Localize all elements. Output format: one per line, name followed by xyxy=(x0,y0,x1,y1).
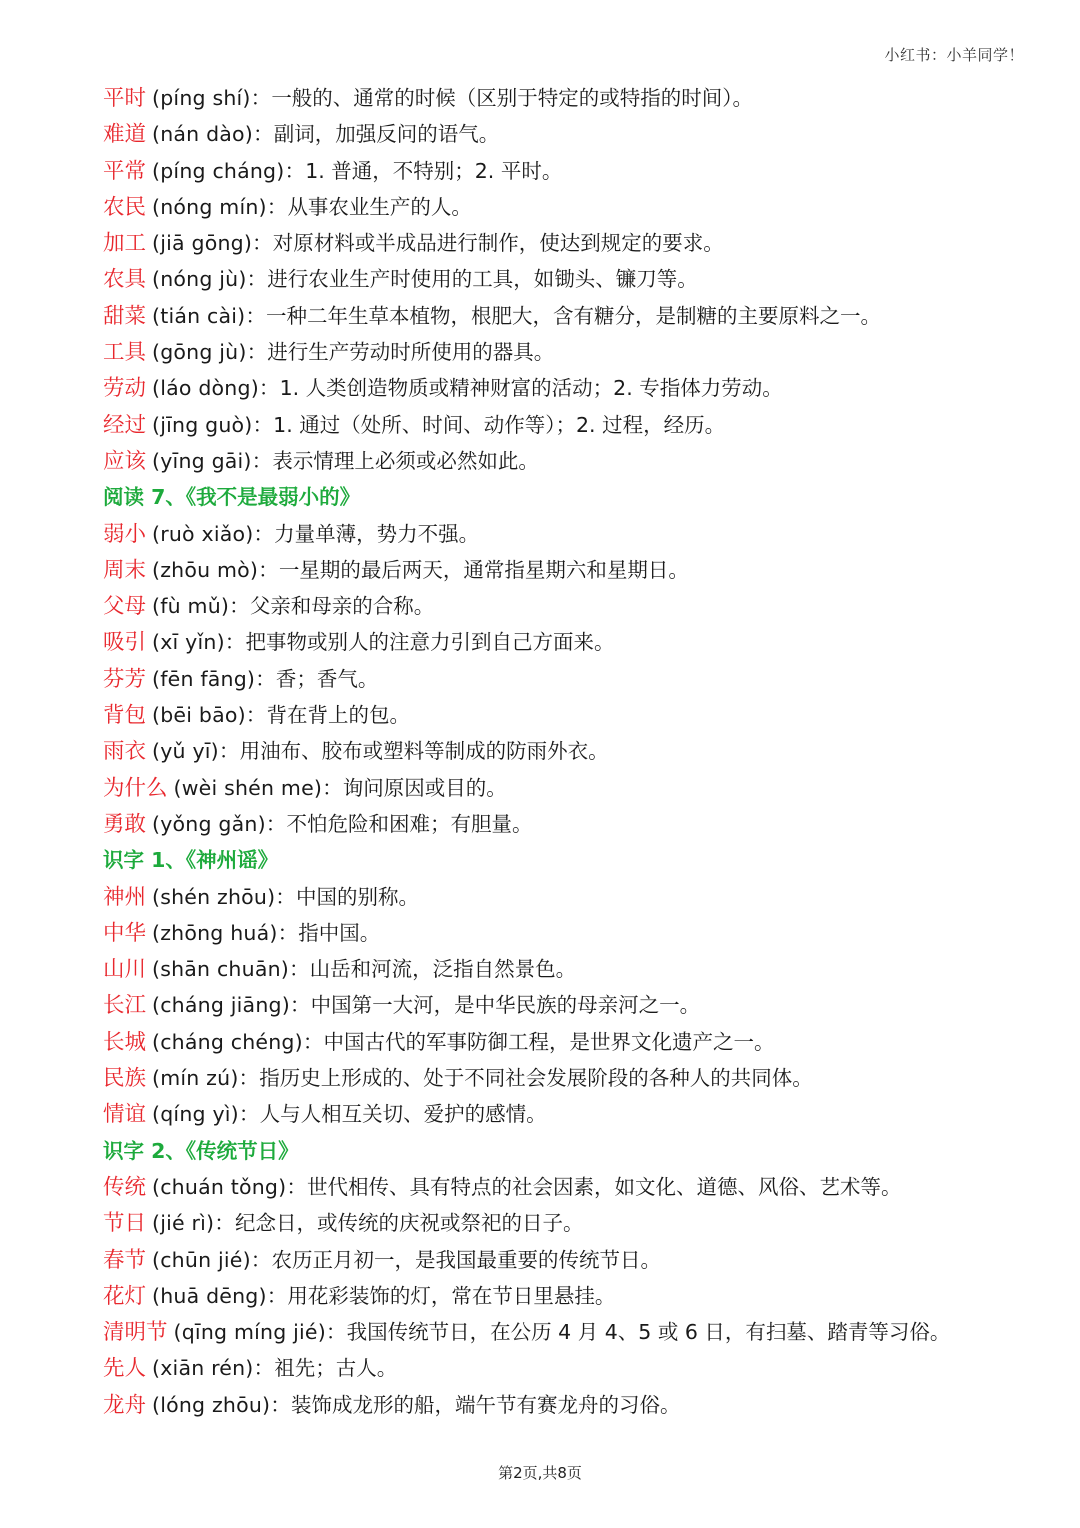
entry-definition: 祖先；古人。 xyxy=(274,1356,398,1381)
entry-term: 节日 xyxy=(103,1211,147,1237)
vocabulary-entry xyxy=(103,407,1053,443)
section-heading xyxy=(103,1133,1053,1169)
vocabulary-entry xyxy=(103,879,1053,915)
entry-term: 平时 xyxy=(103,86,147,111)
entry-pinyin: (mín zú)： xyxy=(152,1066,260,1091)
entry-definition: 一般的、通常的时候（区别于特定的或特指的时间）。 xyxy=(271,86,754,110)
entry-definition: 背在背上的包。 xyxy=(266,703,410,728)
entry-pinyin: (jīng guò)： xyxy=(152,412,274,437)
vocabulary-entry xyxy=(103,951,1053,987)
entry-term: 花灯 xyxy=(103,1283,147,1309)
entry-pinyin: (chuán tǒng)： xyxy=(152,1174,308,1199)
vocabulary-entry xyxy=(103,1169,1053,1205)
entry-term: 劳动 xyxy=(103,376,147,402)
entry-definition: 香；香气。 xyxy=(275,666,379,691)
entry-pinyin: (zhōng huá)： xyxy=(152,920,299,945)
entry-definition: 父亲和母亲的合称。 xyxy=(249,594,435,619)
vocabulary-entry xyxy=(103,80,1053,116)
entry-pinyin: (nóng mín)： xyxy=(152,194,288,219)
vocabulary-entry xyxy=(103,1314,1053,1350)
entry-definition: 一种二年生草本植物，根肥大，含有糖分，是制糖的主要原料之一。 xyxy=(266,303,882,328)
vocabulary-entry xyxy=(103,624,1053,660)
entry-pinyin: (tián cài)： xyxy=(152,303,267,328)
vocabulary-entry xyxy=(103,334,1053,370)
entry-definition: 副词，加强反问的语气。 xyxy=(273,122,500,147)
vocabulary-entry xyxy=(103,1387,1053,1423)
entry-definition: 1. 通过（处所、时间、动作等）；2. 过程，经历。 xyxy=(273,412,726,437)
entry-pinyin: (xī yǐn)： xyxy=(152,630,246,655)
entry-term: 甜菜 xyxy=(103,303,147,329)
entry-definition: 表示情理上必须或必然如此。 xyxy=(272,448,539,473)
entry-definition: 询问原因或目的。 xyxy=(342,775,507,800)
entry-term: 长城 xyxy=(103,1029,147,1055)
entry-pinyin: (yǔ yī)： xyxy=(152,739,240,764)
entry-pinyin: (píng shí)： xyxy=(152,86,272,110)
watermark: 小红书：小羊同学！ xyxy=(884,46,1024,64)
entry-term: 传统 xyxy=(103,1174,147,1200)
entry-pinyin: (qíng yì)： xyxy=(152,1102,260,1127)
entry-term: 清明节 xyxy=(103,1320,168,1346)
entry-pinyin: (jié rì)： xyxy=(152,1211,235,1236)
entry-definition: 把事物或别人的注意力引到自己方面来。 xyxy=(245,630,615,655)
entry-term: 芬芳 xyxy=(103,666,147,692)
entry-pinyin: (bēi bāo)： xyxy=(152,703,267,728)
entry-term: 应该 xyxy=(103,448,147,474)
vocabulary-entry xyxy=(103,697,1053,733)
entry-pinyin: (xiān rén)： xyxy=(152,1356,275,1381)
entry-term: 长江 xyxy=(103,993,147,1019)
entry-definition: 用油布、胶布或塑料等制成的防雨外衣。 xyxy=(239,739,609,764)
entry-pinyin: (gōng jù)： xyxy=(152,340,268,365)
entry-term: 背包 xyxy=(103,703,147,729)
vocabulary-entry xyxy=(103,116,1053,152)
entry-pinyin: (qīng míng jié)： xyxy=(173,1320,347,1345)
vocabulary-entry xyxy=(103,552,1053,588)
entry-term: 龙舟 xyxy=(103,1392,147,1418)
section-heading xyxy=(103,842,1053,878)
entry-definition: 1. 人类创造物质或精神财富的活动；2. 专指体力劳动。 xyxy=(279,376,783,401)
entry-term: 先人 xyxy=(103,1356,147,1382)
entry-pinyin: (fēn fāng)： xyxy=(152,666,276,691)
entry-definition: 纪念日，或传统的庆祝或祭祀的日子。 xyxy=(234,1211,584,1236)
entry-definition: 世代相传、具有特点的社会因素，如文化、道德、风俗、艺术等。 xyxy=(307,1174,902,1199)
entry-pinyin: (shān chuān)： xyxy=(152,957,310,982)
entry-pinyin: (fù mǔ)： xyxy=(152,594,250,619)
entry-term: 民族 xyxy=(103,1066,147,1092)
entry-definition: 从事农业生产的人。 xyxy=(287,194,472,219)
entry-term: 吸引 xyxy=(103,630,147,656)
entry-term: 勇敢 xyxy=(103,811,147,837)
entry-term: 平常 xyxy=(103,158,147,184)
entry-pinyin: (jiā gōng)： xyxy=(152,231,273,256)
entry-pinyin: (yǒng gǎn)： xyxy=(152,811,287,836)
entry-definition: 我国传统节日，在公历 4 月 4、5 或 6 日，有扫墓、踏青等习俗。 xyxy=(346,1320,951,1345)
entry-definition: 中国的别称。 xyxy=(296,884,419,909)
vocabulary-entry xyxy=(103,261,1053,297)
entry-term: 中华 xyxy=(103,920,147,946)
entry-pinyin: (chūn jié)： xyxy=(152,1247,272,1272)
entry-definition: 1. 普通，不特别；2. 平时。 xyxy=(305,158,563,183)
entry-pinyin: (wèi shén me)： xyxy=(173,775,343,800)
entry-pinyin: (huā dēng)： xyxy=(152,1283,288,1308)
entry-term: 经过 xyxy=(103,412,147,438)
page-number: 第2页,共8页 xyxy=(498,1464,582,1482)
vocabulary-entry xyxy=(103,1242,1053,1278)
vocabulary-entry xyxy=(103,661,1053,697)
section-heading-text: 阅读 7、《我不是最弱小的》 xyxy=(103,485,361,510)
vocabulary-entry xyxy=(103,915,1053,951)
entry-pinyin: (cháng chéng)： xyxy=(152,1029,324,1054)
entry-term: 春节 xyxy=(103,1247,147,1273)
entry-term: 父母 xyxy=(103,594,147,620)
entry-pinyin: (yīng gāi)： xyxy=(152,448,273,473)
entry-pinyin: (nóng jù)： xyxy=(152,267,268,292)
entry-term: 周末 xyxy=(103,557,147,583)
vocabulary-list xyxy=(103,80,1053,1423)
entry-definition: 不怕危险和困难；有胆量。 xyxy=(286,811,533,836)
vocabulary-entry xyxy=(103,770,1053,806)
entry-definition: 指历史上形成的、处于不同社会发展阶段的各种人的共同体。 xyxy=(259,1066,813,1091)
vocabulary-entry xyxy=(103,1350,1053,1386)
entry-term: 山川 xyxy=(103,957,147,983)
vocabulary-entry xyxy=(103,443,1053,479)
vocabulary-entry xyxy=(103,225,1053,261)
entry-definition: 装饰成龙形的船，端午节有赛龙舟的习俗。 xyxy=(290,1392,681,1417)
entry-term: 工具 xyxy=(103,340,147,366)
entry-definition: 中国古代的军事防御工程，是世界文化遗产之一。 xyxy=(323,1029,775,1054)
vocabulary-entry xyxy=(103,1205,1053,1241)
section-heading-text: 识字 1、《神州谣》 xyxy=(103,848,279,873)
entry-pinyin: (láo dòng)： xyxy=(152,376,280,401)
entry-term: 农具 xyxy=(103,267,147,293)
entry-pinyin: (píng cháng)： xyxy=(152,158,306,183)
entry-definition: 进行生产劳动时所使用的器具。 xyxy=(267,340,555,365)
entry-term: 农民 xyxy=(103,194,147,220)
vocabulary-entry xyxy=(103,806,1053,842)
entry-definition: 力量单薄，势力不强。 xyxy=(274,521,480,546)
section-heading-text: 识字 2、《传统节日》 xyxy=(103,1138,299,1163)
entry-pinyin: (cháng jiāng)： xyxy=(152,993,311,1018)
vocabulary-entry xyxy=(103,298,1053,334)
entry-term: 雨衣 xyxy=(103,739,147,765)
vocabulary-entry xyxy=(103,1278,1053,1314)
entry-pinyin: (zhōu mò)： xyxy=(152,557,279,582)
vocabulary-entry xyxy=(103,1060,1053,1096)
vocabulary-entry xyxy=(103,189,1053,225)
entry-pinyin: (shén zhōu)： xyxy=(152,884,296,909)
vocabulary-entry xyxy=(103,1096,1053,1132)
entry-definition: 对原材料或半成品进行制作，使达到规定的要求。 xyxy=(272,231,724,256)
vocabulary-entry xyxy=(103,153,1053,189)
entry-definition: 进行农业生产时使用的工具，如锄头、镰刀等。 xyxy=(267,267,698,292)
entry-definition: 山岳和河流，泛指自然景色。 xyxy=(309,957,577,982)
entry-definition: 中国第一大河，是中华民族的母亲河之一。 xyxy=(310,993,701,1018)
entry-pinyin: (nán dào)： xyxy=(152,122,274,147)
entry-term: 加工 xyxy=(103,231,147,257)
entry-pinyin: (lóng zhōu)： xyxy=(152,1392,291,1417)
entry-definition: 农历正月初一，是我国最重要的传统节日。 xyxy=(271,1247,661,1272)
entry-term: 情谊 xyxy=(103,1102,147,1128)
entry-term: 难道 xyxy=(103,122,147,148)
entry-definition: 用花彩装饰的灯，常在节日里悬挂。 xyxy=(287,1283,616,1308)
vocabulary-entry xyxy=(103,516,1053,552)
entry-term: 弱小 xyxy=(103,521,147,547)
vocabulary-entry xyxy=(103,987,1053,1023)
entry-pinyin: (ruò xiǎo)： xyxy=(152,521,275,546)
vocabulary-entry xyxy=(103,733,1053,769)
entry-definition: 人与人相互关切、爱护的感情。 xyxy=(259,1102,547,1127)
vocabulary-entry xyxy=(103,588,1053,624)
entry-definition: 一星期的最后两天，通常指星期六和星期日。 xyxy=(278,557,689,582)
entry-term: 神州 xyxy=(103,884,147,910)
entry-definition: 指中国。 xyxy=(298,920,381,945)
vocabulary-entry xyxy=(103,1024,1053,1060)
entry-term: 为什么 xyxy=(103,775,168,801)
vocabulary-entry xyxy=(103,370,1053,406)
section-heading xyxy=(103,479,1053,515)
